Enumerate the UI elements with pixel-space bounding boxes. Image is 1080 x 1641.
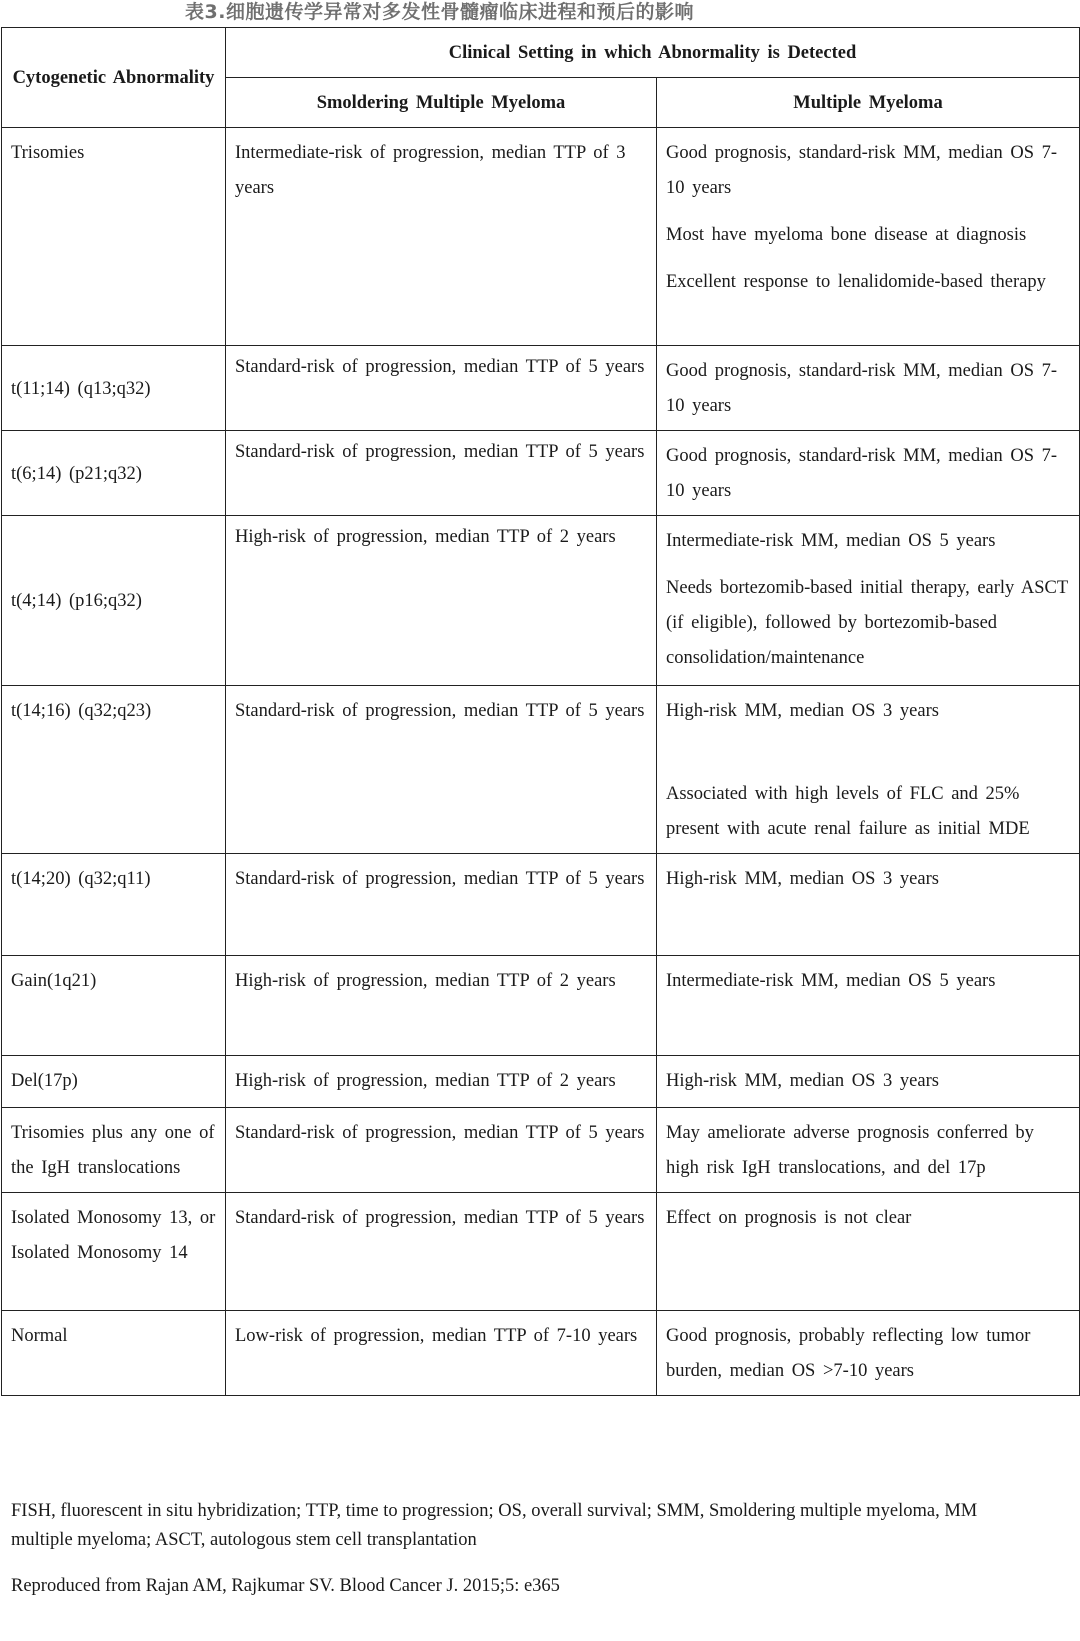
table-row bbox=[2, 128, 1080, 346]
table-row bbox=[2, 1056, 1080, 1108]
cell-smm: High-risk of progression, median TTP of 2 years bbox=[226, 516, 657, 686]
cytogenetic-table bbox=[1, 27, 1080, 1396]
mm-paragraph: High-risk MM, median OS 3 years bbox=[666, 869, 939, 889]
mm-paragraph: High-risk MM, median OS 3 years bbox=[666, 701, 939, 721]
header-clinical-setting: Clinical Setting in which Abnormality is Detected bbox=[226, 28, 1080, 78]
table-row bbox=[2, 686, 1080, 854]
cell-abnormality: Gain(1q21) bbox=[2, 956, 226, 1056]
cell-abnormality: t(11;14) (q13;q32) bbox=[2, 346, 226, 431]
cell-abnormality: t(14;20) (q32;q11) bbox=[2, 854, 226, 956]
cell-mm bbox=[657, 854, 1080, 956]
cell-smm: Standard-risk of progression, median TTP of 5 years bbox=[226, 346, 657, 431]
mm-paragraph: Excellent response to lenalidomide-based therapy bbox=[666, 272, 1046, 292]
footnote bbox=[11, 1497, 1080, 1555]
cell-abnormality: Normal bbox=[2, 1311, 226, 1396]
header-mm: Multiple Myeloma bbox=[657, 78, 1080, 128]
mm-paragraph: Good prognosis, standard-risk MM, median OS 7-10 years bbox=[666, 143, 1058, 198]
table-row bbox=[2, 1108, 1080, 1193]
footnote-line-1: FISH, fluorescent in situ hybridization; TTP, time to progression; OS, overall survival; SMM, Smoldering multiple myeloma, MM bbox=[11, 1501, 978, 1521]
cell-smm: Standard-risk of progression, median TTP of 5 years bbox=[226, 1193, 657, 1311]
cell-mm bbox=[657, 1193, 1080, 1311]
table-title: 表3.细胞遗传学异常对多发性骨髓瘤临床进程和预后的影响 bbox=[185, 1, 694, 23]
cell-smm: Standard-risk of progression, median TTP of 5 years bbox=[226, 686, 657, 854]
mm-paragraph: Good prognosis, standard-risk MM, median OS 7-10 years bbox=[666, 446, 1058, 501]
cell-mm bbox=[657, 1108, 1080, 1193]
table-row bbox=[2, 956, 1080, 1056]
citation: Reproduced from Rajan AM, Rajkumar SV. Blood Cancer J. 2015;5: e365 bbox=[11, 1576, 560, 1596]
table-row bbox=[2, 854, 1080, 956]
cell-smm: Low-risk of progression, median TTP of 7-10 years bbox=[226, 1311, 657, 1396]
cell-smm: Intermediate-risk of progression, median TTP of 3 years bbox=[226, 128, 657, 346]
cell-mm bbox=[657, 346, 1080, 431]
mm-paragraph: Needs bortezomib-based initial therapy, early ASCT (if eligible), followed by bortezomib-based consolidation/maintenance bbox=[666, 578, 1068, 668]
table-row bbox=[2, 516, 1080, 686]
cell-mm bbox=[657, 431, 1080, 516]
cell-abnormality: t(6;14) (p21;q32) bbox=[2, 431, 226, 516]
cell-smm: Standard-risk of progression, median TTP of 5 years bbox=[226, 431, 657, 516]
mm-paragraph: Effect on prognosis is not clear bbox=[666, 1208, 912, 1228]
mm-paragraph: High-risk MM, median OS 3 years bbox=[666, 1071, 939, 1091]
cell-mm bbox=[657, 1311, 1080, 1396]
header-smm: Smoldering Multiple Myeloma bbox=[226, 78, 657, 128]
table-row bbox=[2, 346, 1080, 431]
cell-smm: Standard-risk of progression, median TTP of 5 years bbox=[226, 854, 657, 956]
cell-abnormality: t(14;16) (q32;q23) bbox=[2, 686, 226, 854]
cell-mm bbox=[657, 686, 1080, 854]
cell-smm: High-risk of progression, median TTP of 2 years bbox=[226, 1056, 657, 1108]
mm-paragraph: Good prognosis, probably reflecting low tumor burden, median OS >7-10 years bbox=[666, 1326, 1031, 1381]
cell-mm bbox=[657, 128, 1080, 346]
mm-paragraph: Intermediate-risk MM, median OS 5 years bbox=[666, 971, 996, 991]
cell-abnormality: t(4;14) (p16;q32) bbox=[2, 516, 226, 686]
table-row bbox=[2, 431, 1080, 516]
mm-paragraph: May ameliorate adverse prognosis conferred by high risk IgH translocations, and del 17p bbox=[666, 1123, 1034, 1178]
cell-mm bbox=[657, 1056, 1080, 1108]
footnote-line-2: multiple myeloma; ASCT, autologous stem cell transplantation bbox=[11, 1530, 477, 1550]
header-abnormality: Cytogenetic Abnormality bbox=[2, 28, 226, 128]
mm-paragraph: Intermediate-risk MM, median OS 5 years bbox=[666, 531, 996, 551]
table-row bbox=[2, 1193, 1080, 1311]
cell-abnormality: Del(17p) bbox=[2, 1056, 226, 1108]
cell-abnormality: Isolated Monosomy 13, or Isolated Monosomy 14 bbox=[2, 1193, 226, 1311]
mm-paragraph: Most have myeloma bone disease at diagnosis bbox=[666, 225, 1027, 245]
cell-smm: High-risk of progression, median TTP of 2 years bbox=[226, 956, 657, 1056]
table-row bbox=[2, 1311, 1080, 1396]
cell-smm: Standard-risk of progression, median TTP of 5 years bbox=[226, 1108, 657, 1193]
cell-abnormality: Trisomies bbox=[2, 128, 226, 346]
mm-paragraph: Good prognosis, standard-risk MM, median OS 7-10 years bbox=[666, 361, 1058, 416]
cell-mm bbox=[657, 516, 1080, 686]
cell-mm bbox=[657, 956, 1080, 1056]
mm-paragraph: Associated with high levels of FLC and 25% present with acute renal failure as initial MDE bbox=[666, 784, 1030, 839]
cell-abnormality: Trisomies plus any one of the IgH translocations bbox=[2, 1108, 226, 1193]
